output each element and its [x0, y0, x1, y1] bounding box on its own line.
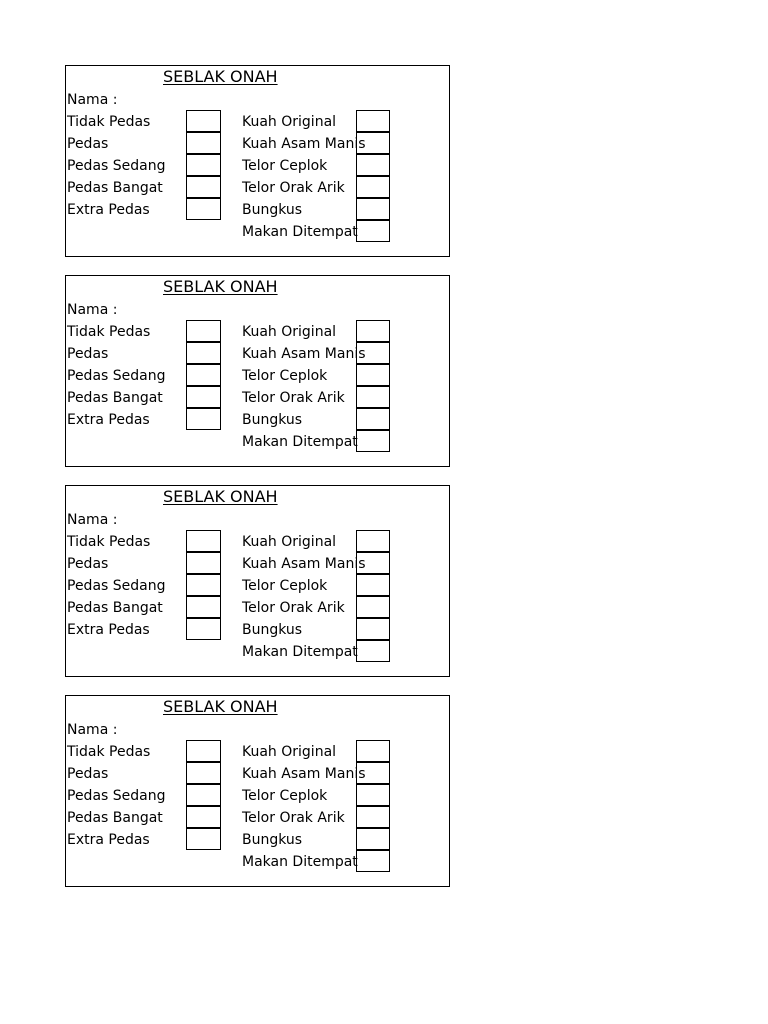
checkbox-pedas[interactable] [186, 132, 221, 154]
checkbox-bungkus[interactable] [356, 408, 390, 430]
spice-level-label: Pedas [67, 136, 109, 152]
checkbox-telor-ceplok[interactable] [356, 784, 390, 806]
spice-level-label: Extra Pedas [67, 202, 150, 218]
order-form-card [65, 275, 450, 467]
name-label: Nama : [67, 302, 118, 318]
checkbox-tidak-pedas[interactable] [186, 320, 221, 342]
checkbox-telor-orak-arik[interactable] [356, 806, 390, 828]
spice-level-label: Pedas Sedang [67, 368, 166, 384]
name-label: Nama : [67, 512, 118, 528]
spice-level-label: Pedas Sedang [67, 158, 166, 174]
checkbox-pedas[interactable] [186, 762, 221, 784]
spice-level-label: Tidak Pedas [67, 744, 151, 760]
checkbox-telor-ceplok[interactable] [356, 574, 390, 596]
order-form-card [65, 695, 450, 887]
checkbox-pedas-bangat[interactable] [186, 806, 221, 828]
checkbox-kuah-original[interactable] [356, 110, 390, 132]
spice-level-label: Pedas Sedang [67, 788, 166, 804]
checkbox-pedas-bangat[interactable] [186, 176, 221, 198]
checkbox-telor-orak-arik[interactable] [356, 176, 390, 198]
checkbox-pedas[interactable] [186, 342, 221, 364]
checkbox-kuah-original[interactable] [356, 320, 390, 342]
spice-level-label: Tidak Pedas [67, 114, 151, 130]
option-label: Telor Orak Arik [242, 180, 345, 196]
checkbox-makan-ditempat[interactable] [356, 640, 390, 662]
checkbox-makan-ditempat[interactable] [356, 220, 390, 242]
option-label: Kuah Asam Manis [242, 766, 366, 782]
option-label: Bungkus [242, 832, 303, 848]
spice-level-label: Pedas Bangat [67, 180, 163, 196]
checkbox-pedas-sedang[interactable] [186, 784, 221, 806]
checkbox-bungkus[interactable] [356, 198, 390, 220]
checkbox-pedas-bangat[interactable] [186, 386, 221, 408]
checkbox-bungkus[interactable] [356, 618, 390, 640]
spice-level-label: Pedas [67, 556, 109, 572]
option-label: Makan Ditempat [242, 224, 358, 240]
spice-level-label: Pedas [67, 346, 109, 362]
checkbox-telor-ceplok[interactable] [356, 154, 390, 176]
spice-level-label: Extra Pedas [67, 412, 150, 428]
checkbox-tidak-pedas[interactable] [186, 110, 221, 132]
checkbox-pedas[interactable] [186, 552, 221, 574]
option-label: Telor Ceplok [242, 578, 328, 594]
checkbox-pedas-sedang[interactable] [186, 154, 221, 176]
checkbox-extra-pedas[interactable] [186, 828, 221, 850]
form-title: SEBLAK ONAH [163, 487, 278, 506]
spice-level-label: Pedas Bangat [67, 390, 163, 406]
checkbox-kuah-asam-manis[interactable] [356, 132, 390, 154]
checkbox-telor-ceplok[interactable] [356, 364, 390, 386]
option-label: Kuah Asam Manis [242, 556, 366, 572]
option-label: Telor Orak Arik [242, 810, 345, 826]
option-label: Makan Ditempat [242, 434, 358, 450]
form-title: SEBLAK ONAH [163, 697, 278, 716]
option-label: Telor Orak Arik [242, 390, 345, 406]
checkbox-pedas-bangat[interactable] [186, 596, 221, 618]
form-title: SEBLAK ONAH [163, 67, 278, 86]
checkbox-kuah-original[interactable] [356, 530, 390, 552]
option-label: Bungkus [242, 412, 303, 428]
option-label: Telor Orak Arik [242, 600, 345, 616]
option-label: Bungkus [242, 622, 303, 638]
option-label: Telor Ceplok [242, 368, 328, 384]
option-label: Kuah Original [242, 744, 337, 760]
order-form-card [65, 485, 450, 677]
option-label: Makan Ditempat [242, 644, 358, 660]
checkbox-extra-pedas[interactable] [186, 198, 221, 220]
spice-level-label: Pedas Bangat [67, 810, 163, 826]
option-label: Kuah Original [242, 114, 337, 130]
option-label: Bungkus [242, 202, 303, 218]
spice-level-label: Extra Pedas [67, 832, 150, 848]
option-label: Kuah Asam Manis [242, 136, 366, 152]
name-label: Nama : [67, 92, 118, 108]
checkbox-extra-pedas[interactable] [186, 618, 221, 640]
checkbox-makan-ditempat[interactable] [356, 430, 390, 452]
order-form-card [65, 65, 450, 257]
checkbox-kuah-asam-manis[interactable] [356, 342, 390, 364]
checkbox-makan-ditempat[interactable] [356, 850, 390, 872]
checkbox-telor-orak-arik[interactable] [356, 386, 390, 408]
form-title: SEBLAK ONAH [163, 277, 278, 296]
checkbox-pedas-sedang[interactable] [186, 364, 221, 386]
checkbox-pedas-sedang[interactable] [186, 574, 221, 596]
spice-level-label: Pedas [67, 766, 109, 782]
option-label: Kuah Original [242, 534, 337, 550]
spice-level-label: Extra Pedas [67, 622, 150, 638]
spice-level-label: Pedas Bangat [67, 600, 163, 616]
checkbox-kuah-original[interactable] [356, 740, 390, 762]
option-label: Makan Ditempat [242, 854, 358, 870]
checkbox-tidak-pedas[interactable] [186, 740, 221, 762]
option-label: Telor Ceplok [242, 788, 328, 804]
checkbox-telor-orak-arik[interactable] [356, 596, 390, 618]
option-label: Kuah Asam Manis [242, 346, 366, 362]
checkbox-extra-pedas[interactable] [186, 408, 221, 430]
checkbox-tidak-pedas[interactable] [186, 530, 221, 552]
spice-level-label: Pedas Sedang [67, 578, 166, 594]
checkbox-bungkus[interactable] [356, 828, 390, 850]
option-label: Telor Ceplok [242, 158, 328, 174]
checkbox-kuah-asam-manis[interactable] [356, 552, 390, 574]
spice-level-label: Tidak Pedas [67, 534, 151, 550]
name-label: Nama : [67, 722, 118, 738]
checkbox-kuah-asam-manis[interactable] [356, 762, 390, 784]
spice-level-label: Tidak Pedas [67, 324, 151, 340]
option-label: Kuah Original [242, 324, 337, 340]
